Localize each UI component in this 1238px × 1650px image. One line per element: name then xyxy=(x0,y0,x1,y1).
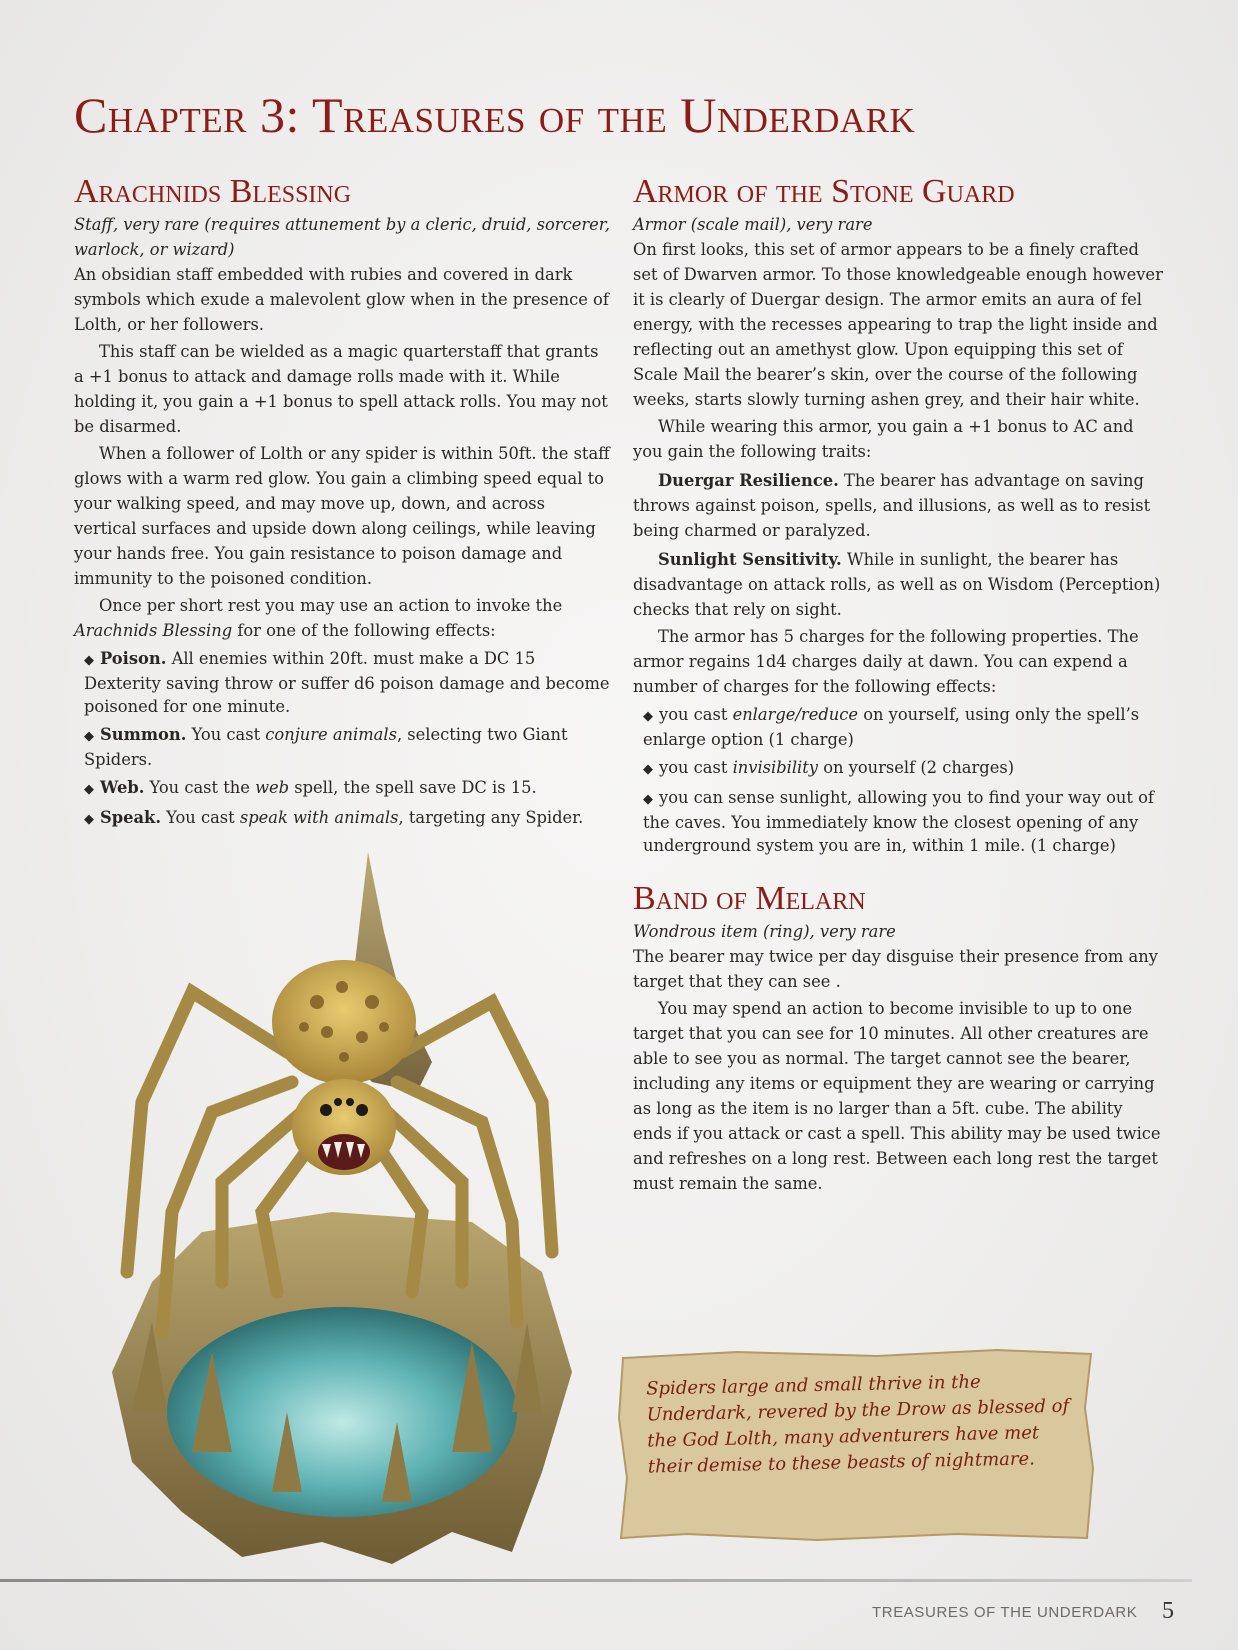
arachnids-paragraph-3: When a follower of Lolth or any spider is within 50ft. the staff glows with a warm red glow. You gain a climbing speed equal to your walking speed, and may move up, down, and across vertical surfaces and upside down along ceilings, while leaving your hands free. You gain resistance to poison damage and immunity to the poisoned condition. xyxy=(74,444,610,588)
arachnids-paragraph-2: This staff can be wielded as a magic quarterstaff that grants a +1 bonus to attack and damage rolls made with it. While holding it, you gain a +1 bonus to spell attack rolls. You may not be disarmed. xyxy=(74,342,608,436)
arachnids-item-name: Arachnids Blessing xyxy=(74,621,233,640)
band-of-melarn-heading: Band of Melarn xyxy=(633,880,866,917)
note-text: Spiders large and small thrive in the Underdark, revered by the Drow as blessed of the God Lolth, many adventurers have met their demise to these beasts of nightmare. xyxy=(646,1371,1070,1478)
list-item: ◆ you can sense sunlight, allowing you to find your way out of the caves. You immediately know the closest opening of any underground system you are in, within 1 mile. (1 charge) xyxy=(643,788,1154,855)
diamond-bullet-icon: ◆ xyxy=(84,782,94,797)
left-column xyxy=(74,172,610,836)
arachnids-blessing-subtitle: Staff, very rare (requires attunement by a cleric, druid, sorcerer, warlock, or wizard) xyxy=(74,215,610,259)
band-of-melarn-subtitle: Wondrous item (ring), very rare xyxy=(633,922,896,941)
list-item: ◆ Poison. All enemies within 20ft. must make a DC 15 Dexterity saving throw or suffer d6 poison damage and become poisoned for one minute. xyxy=(84,649,610,716)
sunlight-sensitivity-trait: Sunlight Sensitivity. While in sunlight, the bearer has disadvantage on attack rolls, as well as on Wisdom (Perception) checks that rely on sight. xyxy=(633,550,1161,619)
list-item: ◆ Web. You cast the web spell, the spell save DC is 15. xyxy=(84,776,610,801)
diamond-bullet-icon: ◆ xyxy=(84,812,94,827)
armor-stone-guard-heading: Armor of the Stone Guard xyxy=(633,173,1015,210)
armor-paragraph-1: On first looks, this set of armor appears to be a finely crafted set of Dwarven armor. To those knowledgeable enough however it is clearly of Duergar design. The armor emits an aura of fel energy, with the recesses appearing to trap the light inside and reflecting out an amethyst glow. Upon equipping this set of Scale Mail the bearer’s skin, over the course of the following weeks, starts slowly turning ashen grey, and their hair white. xyxy=(633,240,1163,409)
band-paragraph-1: The bearer may twice per day disguise their presence from any target that they can see . xyxy=(633,947,1158,991)
footer-section-label: TREASURES OF THE UNDERDARK xyxy=(872,1604,1138,1621)
chapter-title: Chapter 3: Treasures of the Underdark xyxy=(74,87,916,143)
page-number: 5 xyxy=(1162,1598,1174,1624)
list-item: ◆ Speak. You cast speak with animals, targeting any Spider. xyxy=(84,806,610,831)
armor-paragraph-3: The armor has 5 charges for the following properties. The armor regains 1d4 charges daily at dawn. You can expend a number of charges for the following effects: xyxy=(633,627,1139,696)
diamond-bullet-icon: ◆ xyxy=(643,792,653,807)
arachnids-effects-list xyxy=(74,647,610,831)
right-column xyxy=(633,172,1165,1196)
diamond-bullet-icon: ◆ xyxy=(84,653,94,668)
list-item: ◆ you cast enlarge/reduce on yourself, using only the spell’s enlarge option (1 charge) xyxy=(643,705,1140,749)
armor-effects-list xyxy=(633,703,1165,857)
list-item: ◆ you cast invisibility on yourself (2 charges) xyxy=(643,756,1165,781)
armor-stone-guard-subtitle: Armor (scale mail), very rare xyxy=(633,215,873,234)
footer-divider xyxy=(0,1579,1192,1582)
armor-paragraph-2: While wearing this armor, you gain a +1 bonus to AC and you gain the following traits: xyxy=(633,417,1134,461)
diamond-bullet-icon: ◆ xyxy=(643,762,653,777)
parchment-note xyxy=(617,1348,1097,1544)
arachnids-paragraph-4: Once per short rest you may use an action to invoke the Arachnids Blessing for one of the following effects: xyxy=(74,596,563,640)
spider-illustration xyxy=(72,852,632,1564)
diamond-bullet-icon: ◆ xyxy=(643,709,653,724)
duergar-resilience-trait: Duergar Resilience. The bearer has advantage on saving throws against poison, spells, and illusions, as well as to resist being charmed or paralyzed. xyxy=(633,471,1151,540)
diamond-bullet-icon: ◆ xyxy=(84,729,94,744)
arachnids-blessing-heading: Arachnids Blessing xyxy=(74,173,352,210)
band-paragraph-2: You may spend an action to become invisible to up to one target that you can see for 10 minutes. All other creatures are able to see you as normal. The target cannot see the bearer, including any items or equipment they are wearing or carrying as long as the item is no larger than a 5ft. cube. The ability ends if you attack or cast a spell. This ability may be used twice and refreshes on a long rest. Between each long rest the target must remain the same. xyxy=(633,999,1161,1193)
arachnids-paragraph-1: An obsidian staff embedded with rubies and covered in dark symbols which exude a malevolent glow when in the presence of Lolth, or her followers. xyxy=(74,265,609,334)
list-item: ◆ Summon. You cast conjure animals, selecting two Giant Spiders. xyxy=(84,725,568,769)
